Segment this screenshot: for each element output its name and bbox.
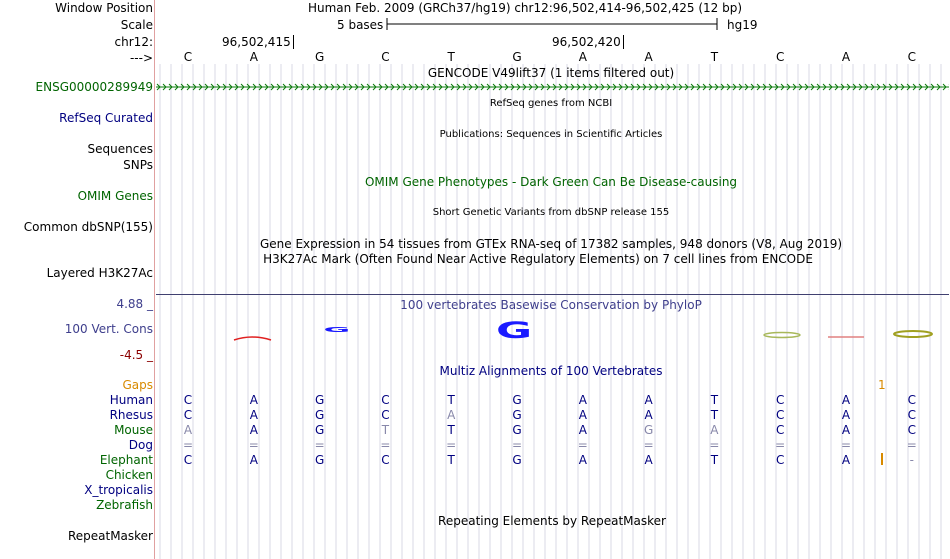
alignment-base: G — [643, 423, 654, 437]
alignment-base: A — [644, 408, 653, 422]
label-snps[interactable]: SNPs — [123, 158, 153, 172]
alignment-base: A — [249, 423, 258, 437]
alignment-base: C — [381, 393, 390, 407]
alignment-base: A — [249, 453, 258, 467]
alignment-base: T — [447, 453, 455, 467]
alignment-base: A — [249, 393, 258, 407]
label-vert-cons[interactable]: 100 Vert. Cons — [64, 322, 153, 336]
alignment-base: = — [380, 438, 391, 452]
alignment-base: C — [381, 408, 390, 422]
alignment-base: A — [578, 423, 587, 437]
label-common-dbsnp[interactable]: Common dbSNP(155) — [23, 220, 153, 234]
alignment-base: G — [314, 393, 325, 407]
refseq-track-title: RefSeq genes from NCBI — [489, 98, 613, 109]
label-scale: Scale — [120, 18, 153, 32]
scale-bar-db: hg19 — [727, 18, 758, 32]
alignment-base: = — [511, 438, 523, 452]
label-refseq-curated[interactable]: RefSeq Curated — [59, 111, 153, 125]
alignment-base: G — [512, 423, 522, 437]
reference-base: G — [314, 50, 325, 64]
label-chrom: chr12: — [114, 35, 153, 49]
gaps-count-marker: 1 — [878, 378, 886, 392]
alignment-base: = — [248, 438, 259, 452]
repeatmasker-track-title: Repeating Elements by RepeatMasker — [438, 514, 666, 528]
alignment-base: T — [447, 423, 455, 437]
phylop-conservation-plot — [156, 312, 949, 348]
alignment-base: A — [644, 453, 653, 467]
alignment-species-label[interactable]: Mouse — [114, 423, 153, 437]
alignment-base: C — [183, 393, 193, 407]
alignment-base: A — [841, 423, 851, 437]
alignment-base: C — [907, 393, 916, 407]
alignment-base: G — [314, 408, 325, 422]
alignment-base: A — [249, 408, 258, 422]
alignment-base: = — [906, 438, 917, 452]
alignment-base: T — [710, 453, 719, 467]
alignment-species-label[interactable]: Chicken — [105, 468, 153, 482]
label-cons-max: 4.88 _ — [116, 297, 153, 311]
reference-base: A — [644, 50, 653, 64]
scale-bar — [386, 16, 720, 32]
coordinate-tick-2: 96,502,420 — [552, 35, 624, 49]
alignment-base: C — [775, 453, 785, 467]
publications-track-title: Publications: Sequences in Scientific Articles — [439, 129, 663, 140]
label-cons-min: -4.5 _ — [119, 348, 153, 362]
label-repeatmasker[interactable]: RepeatMasker — [67, 529, 153, 543]
label-strand[interactable]: ---> — [129, 51, 153, 65]
label-omim-genes[interactable]: OMIM Genes — [77, 189, 153, 203]
reference-base: T — [710, 50, 719, 64]
alignment-base: = — [840, 438, 852, 452]
alignment-base: = — [314, 438, 325, 452]
alignment-base: A — [578, 393, 587, 407]
alignment-base: A — [578, 408, 587, 422]
alignment-species-label[interactable]: Human — [109, 393, 153, 407]
alignment-base: T — [381, 423, 390, 437]
alignment-base: A — [841, 453, 851, 467]
alignment-base: - — [909, 453, 914, 467]
reference-base: C — [907, 50, 916, 64]
alignment-base: T — [710, 408, 719, 422]
label-layered-h3k27ac[interactable]: Layered H3K27Ac — [46, 266, 153, 280]
reference-base: A — [841, 50, 851, 64]
alignment-base: A — [447, 408, 456, 422]
gencode-track-title: GENCODE V49lift37 (1 items filtered out) — [427, 66, 675, 80]
coordinate-tick-1: 96,502,415 — [222, 35, 294, 49]
alignment-base: A — [841, 408, 851, 422]
reference-base: G — [512, 50, 522, 64]
alignment-base: C — [183, 408, 193, 422]
h3k27ac-track-title: H3K27Ac Mark (Often Found Near Active Regulatory Elements) on 7 cell lines from ENCODE — [263, 252, 813, 266]
reference-base: T — [447, 50, 455, 64]
alignment-base: = — [643, 438, 654, 452]
alignment-base: = — [775, 438, 786, 452]
alignment-species-label[interactable]: Elephant — [99, 453, 153, 467]
alignment-base: T — [447, 393, 455, 407]
dbsnp-track-title: Short Genetic Variants from dbSNP release 155 — [432, 207, 670, 218]
alignment-base: C — [775, 393, 785, 407]
alignment-base: C — [775, 423, 785, 437]
reference-base: C — [183, 50, 193, 64]
alignment-base: A — [183, 423, 193, 437]
reference-base: C — [381, 50, 390, 64]
gtex-track-title: Gene Expression in 54 tissues from GTEx RNA-seq of 17382 samples, 948 donors (V8, Aug 2019) — [259, 237, 843, 251]
alignment-base: C — [381, 453, 390, 467]
gencode-gene-feature[interactable] — [156, 81, 949, 96]
alignment-base: G — [512, 408, 522, 422]
elephant-gap-insert — [881, 453, 883, 465]
alignment-base: A — [644, 393, 653, 407]
alignment-species-label[interactable]: Dog — [128, 438, 153, 452]
alignment-base: G — [512, 393, 522, 407]
alignment-base: T — [710, 393, 719, 407]
alignment-base: A — [710, 423, 719, 437]
alignment-base: = — [577, 438, 588, 452]
cons-glyph-g2: G — [496, 318, 533, 344]
alignment-base: = — [182, 438, 194, 452]
reference-base: A — [249, 50, 258, 64]
reference-base: C — [775, 50, 785, 64]
reference-base: A — [578, 50, 587, 64]
gene-strand-arrows — [156, 81, 949, 93]
label-gencode-track[interactable]: ENSG00000289949 — [35, 80, 153, 94]
phylop-track-title: 100 vertebrates Basewise Conservation by PhyloP — [400, 298, 702, 312]
omim-track-title: OMIM Gene Phenotypes - Dark Green Can Be Disease-causing — [364, 175, 738, 189]
alignment-species-label[interactable]: X_tropicalis — [84, 483, 153, 497]
label-sequences[interactable]: Sequences — [87, 142, 153, 156]
h3k27ac-baseline — [156, 294, 949, 295]
alignment-base: C — [775, 408, 785, 422]
alignment-base: G — [512, 453, 522, 467]
label-gaps: Gaps — [122, 378, 153, 392]
alignment-base: C — [907, 423, 916, 437]
alignment-base: C — [907, 408, 916, 422]
alignment-base: G — [314, 423, 325, 437]
alignment-species-label[interactable]: Rhesus — [109, 408, 153, 422]
alignment-base: A — [841, 393, 851, 407]
track-label-separator — [154, 0, 155, 559]
label-window-position: Window Position — [55, 1, 153, 15]
cons-glyph-g1: G — [323, 325, 351, 334]
alignment-species-label[interactable]: Zebrafish — [96, 498, 153, 512]
alignment-base: = — [709, 438, 720, 452]
alignment-base: C — [183, 453, 193, 467]
multiz-track-title: Multiz Alignments of 100 Vertebrates — [439, 364, 663, 378]
alignment-base: = — [446, 438, 457, 452]
alignment-base: G — [314, 453, 325, 467]
scale-bar-label: 5 bases — [337, 18, 384, 32]
alignment-base: A — [578, 453, 587, 467]
assembly-position-text: Human Feb. 2009 (GRCh37/hg19) chr12:96,502,414-96,502,425 (12 bp) — [307, 1, 743, 15]
